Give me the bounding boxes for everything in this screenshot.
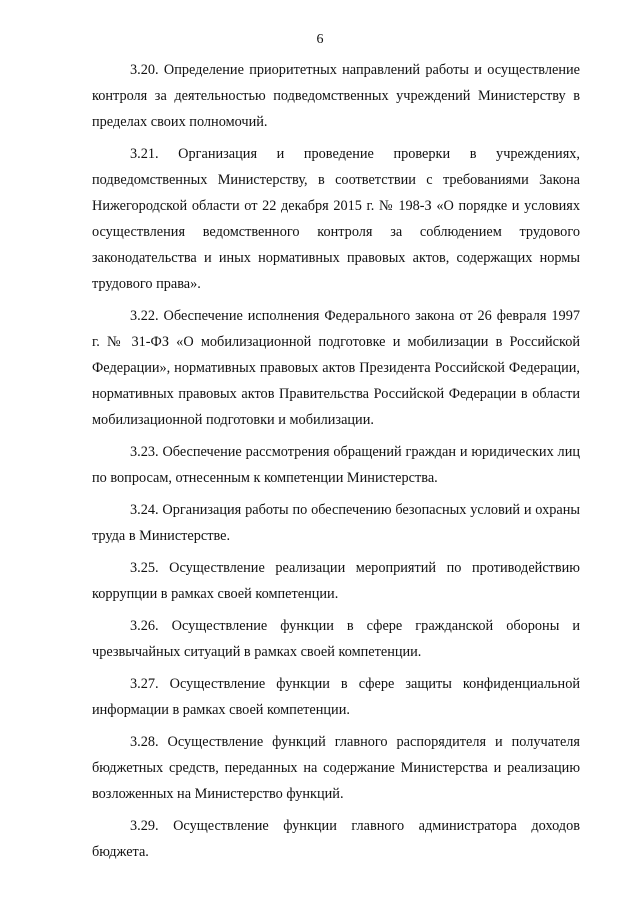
- paragraph-3-29: 3.29. Осуществление функции главного администратора доходов бюджета.: [92, 818, 580, 860]
- paragraph-3-28: 3.28. Осуществление функций главного распорядителя и получателя бюджетных средств, переданных на содержание Министерства и реализацию возложенных на Министерство функций.: [92, 734, 580, 802]
- page-number: 6: [316, 32, 324, 47]
- paragraph-3-25: 3.25. Осуществление реализации мероприятий по противодействию коррупции в рамках своей компетенции.: [92, 560, 580, 602]
- paragraph-3-20: 3.20. Определение приоритетных направлений работы и осуществление контроля за деятельностью подведомственных учреждений Министерству в пределах своих полномочий.: [92, 62, 580, 130]
- paragraph-3-24: 3.24. Организация работы по обеспечению безопасных условий и охраны труда в Министерстве.: [92, 502, 580, 544]
- paragraph-3-21: 3.21. Организация и проведение проверки в учреждениях, подведомственных Министерству, в соответствии с требованиями Закона Нижегородской области от 22 декабря 2015 г. № 198-З «О порядке и условиях осуществления ведомственного контроля за соблюдением трудового законодательства и иных нормативных правовых актов, содержащих нормы трудового права».: [92, 146, 580, 292]
- paragraph-3-26: 3.26. Осуществление функции в сфере гражданской обороны и чрезвычайных ситуаций в рамках своей компетенции.: [92, 618, 580, 660]
- paragraph-3-22: 3.22. Обеспечение исполнения Федерального закона от 26 февраля 1997 г. № 31-ФЗ «О мобилизационной подготовке и мобилизации в Российской Федерации», нормативных правовых актов Президента Российской Федерации, нормативных правовых актов Правительства Российской Федерации в области мобилизационной подготовки и мобилизации.: [92, 308, 580, 428]
- document-body: [92, 57, 580, 871]
- paragraph-3-27: 3.27. Осуществление функции в сфере защиты конфиденциальной информации в рамках своей компетенции.: [92, 676, 580, 718]
- paragraph-3-23: 3.23. Обеспечение рассмотрения обращений граждан и юридических лиц по вопросам, отнесенным к компетенции Министерства.: [92, 444, 580, 486]
